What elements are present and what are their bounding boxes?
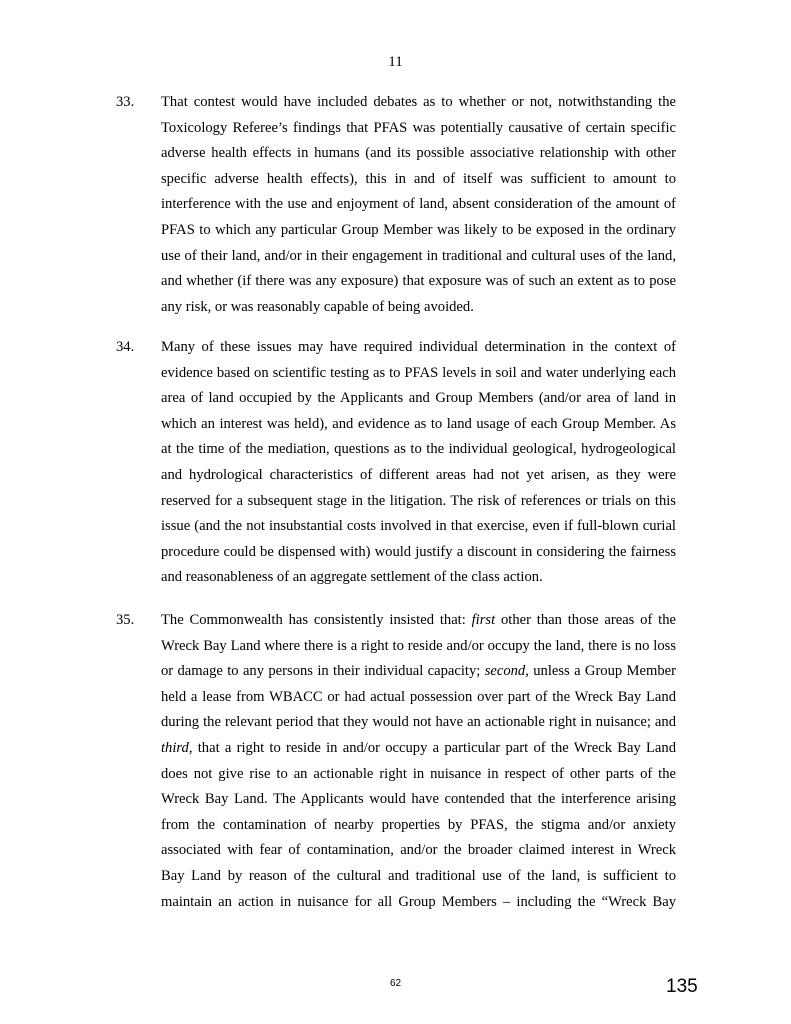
text-line xyxy=(161,890,676,916)
text-line: procedure could be dispensed with) would justify a discount in considering the fairness xyxy=(161,543,676,560)
paragraph-text xyxy=(161,90,676,320)
text-line xyxy=(161,659,676,685)
text-line: Many of these issues may have required individual determination in the context of xyxy=(161,339,676,355)
text-line: issue (and the not insubstantial costs involved in that exercise, even if full-blown curial xyxy=(161,518,676,535)
text-line xyxy=(161,813,676,839)
emphasis-text: second, xyxy=(484,663,529,680)
paragraph-33 xyxy=(116,90,676,320)
emphasis-text: first xyxy=(471,612,496,628)
text-line: at the time of the mediation, questions as to the individual geological, hydrogeological xyxy=(161,441,676,458)
text-run: other than those areas of the xyxy=(495,612,676,628)
text-line: reserved for a subsequent stage in the litigation. The risk of references or trials on this xyxy=(161,492,676,509)
text-run: Bay Land by reason of the cultural and traditional use of the land, is sufficient to xyxy=(161,867,676,884)
text-line: Toxicology Referee’s findings that PFAS was potentially causative of certain specific xyxy=(161,119,676,136)
text-run: from the contamination of nearby properties by PFAS, the stigma and/or anxiety xyxy=(161,816,676,833)
text-run: unless a Group Member xyxy=(528,663,676,680)
text-run: Wreck Bay Land where there is a right to reside and/or occupy the land, there is no loss xyxy=(161,637,676,654)
text-line xyxy=(161,634,676,660)
text-line xyxy=(161,710,676,736)
text-line: and hydrological characteristics of different areas had not yet arisen, as they were xyxy=(161,466,676,483)
text-line: any risk, or was reasonably capable of being avoided. xyxy=(161,298,474,315)
text-line: specific adverse health effects), this in and of itself was sufficient to amount to xyxy=(161,170,676,187)
text-line xyxy=(161,762,676,788)
paragraph-34 xyxy=(116,335,676,591)
text-line: and reasonableness of an aggregate settlement of the class action. xyxy=(161,569,543,586)
page-number: 11 xyxy=(388,54,403,70)
text-run: The Commonwealth has consistently insisted that: xyxy=(161,612,472,628)
paragraph-text xyxy=(161,608,676,915)
paragraph-number: 34. xyxy=(116,339,135,355)
text-run: does not give rise to an actionable right in nuisance in respect of other parts of the xyxy=(161,765,676,782)
text-run: held a lease from WBACC or had actual possession over part of the Wreck Bay Land xyxy=(161,688,676,705)
footer-bundle-page-number: 135 xyxy=(666,976,698,997)
paragraph-number: 35. xyxy=(116,612,135,628)
paragraph-number: 33. xyxy=(116,94,135,110)
text-line xyxy=(161,685,676,711)
emphasis-text: third xyxy=(161,739,189,756)
text-run: Wreck Bay Land. The Applicants would have contended that the interference arising xyxy=(161,791,676,808)
text-run: maintain an action in nuisance for all Group Members – including the “Wreck Bay xyxy=(161,893,676,910)
text-line xyxy=(161,736,676,762)
text-run: during the relevant period that they would not have an actionable right in nuisance; and xyxy=(161,714,676,731)
text-run: associated with fear of contamination, and/or the broader claimed interest in Wreck xyxy=(161,842,676,859)
text-run: or damage to any persons in their individual capacity; xyxy=(161,663,485,680)
text-line: adverse health effects in humans (and its possible associative relationship with other xyxy=(161,145,676,162)
text-line: use of their land, and/or in their engagement in traditional and cultural uses of the land, xyxy=(161,247,676,264)
text-line xyxy=(161,864,676,890)
text-line: interference with the use and enjoyment of land, absent consideration of the amount of xyxy=(161,196,676,213)
paragraph-text xyxy=(161,335,676,591)
text-line xyxy=(161,608,676,634)
text-line: evidence based on scientific testing as to PFAS levels in soil and water underlying each xyxy=(161,364,676,381)
text-line: and whether (if there was any exposure) that exposure was of such an extent as to pose xyxy=(161,273,676,290)
text-line: PFAS to which any particular Group Member was likely to be exposed in the ordinary xyxy=(161,221,676,238)
footer-page-number: 62 xyxy=(389,978,402,989)
text-line: which an interest was held), and evidence as to land usage of each Group Member. As xyxy=(161,415,676,432)
text-line: area of land occupied by the Applicants and Group Members (and/or area of land in xyxy=(161,390,676,407)
text-line xyxy=(161,838,676,864)
text-line xyxy=(161,787,676,813)
text-run: , that a right to reside in and/or occupy a particular part of the Wreck Bay Land xyxy=(188,739,676,756)
paragraph-35 xyxy=(116,608,676,915)
text-line: That contest would have included debates as to whether or not, notwithstanding the xyxy=(161,94,676,110)
